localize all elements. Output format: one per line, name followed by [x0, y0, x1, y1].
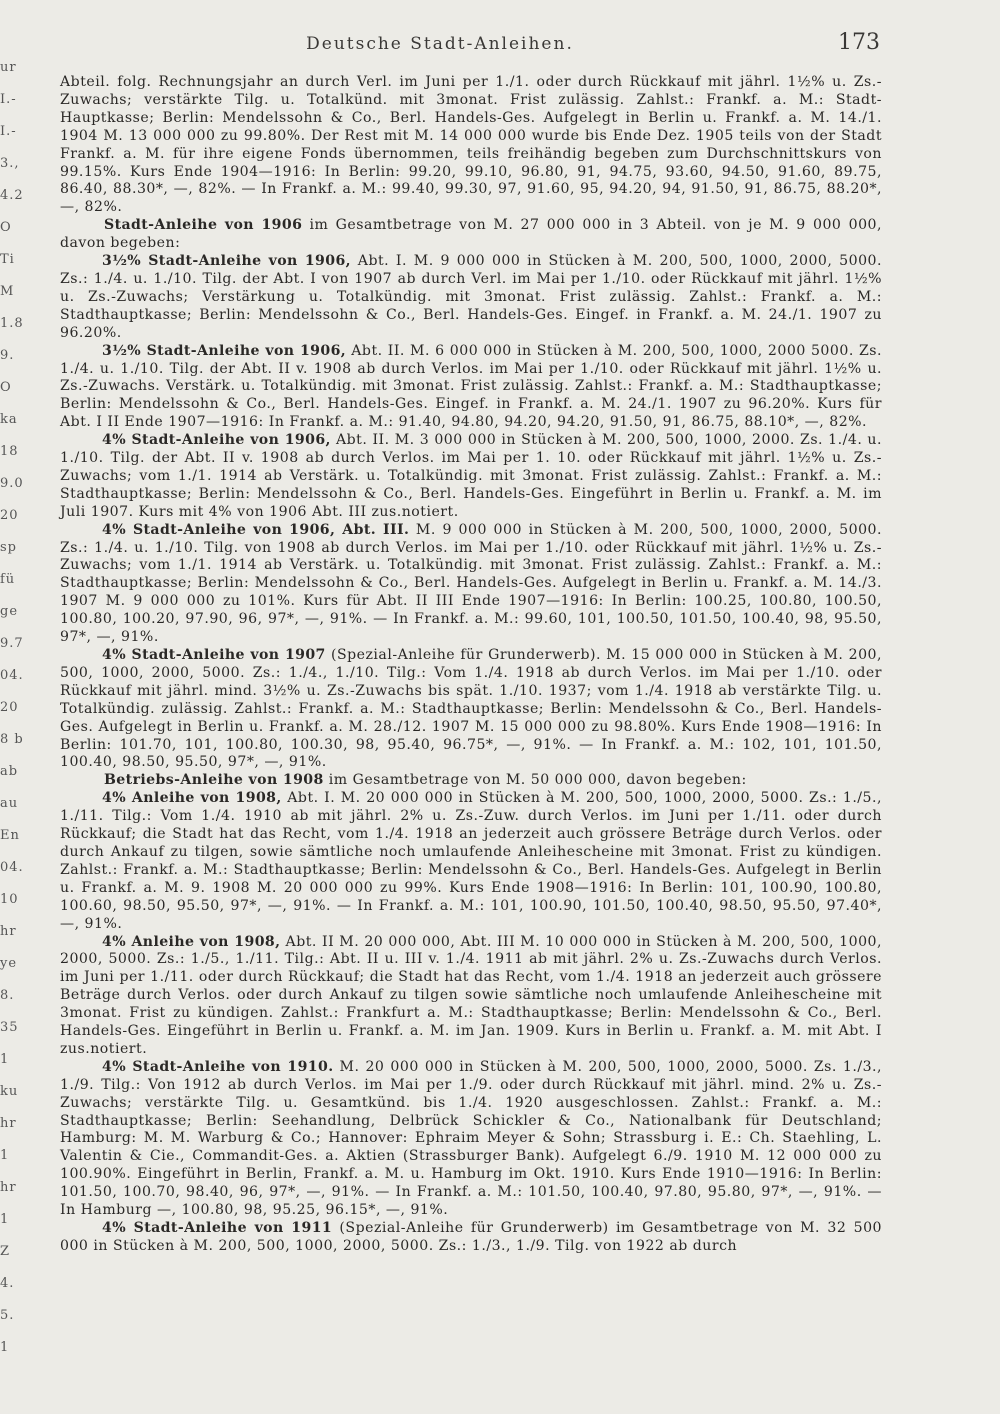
bond-heading: 4% Stadt-Anleihe von 1911 — [102, 1220, 333, 1236]
paragraph — [60, 772, 882, 790]
margin-fragment: 9.7 — [0, 636, 24, 651]
section-heading: Stadt-Anleihe von 1906 — [104, 217, 303, 234]
margin-fragment: 8. — [0, 988, 15, 1003]
margin-fragment: au — [0, 796, 19, 811]
margin-fragment: M — [0, 284, 15, 299]
paragraph-text: Abt. I. M. 20 000 000 in Stücken à M. 200, 500, 1000, 2000, 5000. Zs.: 1./5., 1./11. Tilg.: Vom 1./4. 1910 ab mit jährl. 2% u. Zs.-Zuw. durch Verlos. im Juni per 1./11. oder durch Rückkauf; die Stadt hat das Recht, vom 1./4. 1918 an jederzeit auch grössere Beträge durch Verlos. oder durch Ankauf zu tilgen, sowie sämtliche noch umlaufende Anleihescheine mit 3monat. Frist zu kündigen. Zahlst.: Frankf. a. M.: Stadthauptkasse; Berlin: Mendelssohn & Co., Berl. Handels-Ges. Aufgelegt in Berlin u. Frankf. a. M. 9. 1908 M. 20 000 000 zu 99%. Kurs Ende 1908—1916: In Berlin: 101, 100.90, 100.80, 100.60, 98.50, 95.50, 97*, —, 91%. — In Frankf. a. M.: 101, 100.90, 101.50, 100.40, 98.50, 95.50, 97.40*, —, 91%. — [60, 790, 882, 932]
paragraph-text: (Spezial-Anleihe für Grunderwerb) im Gesamtbetrage von M. 32 500 000 in Stücken à M. 200, 500, 1000, 2000, 5000. Zs.: 1./3., 1./9. Tilg. von 1922 ab durch — [60, 1220, 882, 1254]
margin-fragment: ka — [0, 412, 18, 427]
margin-fragment: 4.2 — [0, 188, 24, 203]
bond-heading: 4% Anleihe von 1908, — [102, 933, 281, 950]
paragraph-text: im Gesamtbetrage von M. 27 000 000 in 3 Abteil. von je M. 9 000 000, davon begeben: — [60, 217, 882, 252]
paragraph — [60, 522, 882, 647]
bond-heading: 4% Stadt-Anleihe von 1910. — [102, 1058, 334, 1075]
margin-fragment: 1 — [0, 1212, 10, 1227]
margin-fragment: sp — [0, 540, 17, 555]
margin-fragment: fü — [0, 572, 16, 587]
bond-heading: 3½% Stadt-Anleihe von 1906, — [102, 342, 347, 359]
margin-fragment: En — [0, 828, 20, 843]
section-heading: Betriebs-Anleihe von 1908 — [104, 772, 324, 789]
margin-fragment: hr — [0, 1180, 17, 1195]
paragraph-text: Abt. II M. 20 000 000, Abt. III M. 10 000 000 in Stücken à M. 200, 500, 1000, 2000, 5000. Zs.: 1./5., 1./11. Tilg.: Abt. II u. III v. 1./4. 1911 ab mit jährl. 2% u. Zs.-Zuwachs durch Verlos. im Juni per 1./11. oder durch Rückkauf; die Stadt hat das Recht, vom 1./4. 1918 an jederzeit auch grössere Beträge durch Verlos. oder durch Ankauf zu tilgen sowie sämtliche noch umlaufende Anleihescheine mit 3monat. Frist zu kündigen. Zahlst.: Frankfurt a. M.: Stadthauptkasse; Berlin: Mendelssohn & Co., Berl. Handels-Ges. Eingeführt in Berlin u. Frankf. a. M. im Jan. 1909. Kurs in Berlin u. Frankf. a. M. mit Abt. I zus.notiert. — [60, 933, 882, 1057]
paragraph — [60, 1220, 882, 1256]
paragraph — [60, 934, 882, 1059]
bond-heading: 4% Stadt-Anleihe von 1906, Abt. III. — [102, 521, 410, 538]
margin-fragment: O — [0, 220, 12, 235]
margin-fragment: 04. — [0, 860, 24, 875]
paragraph — [60, 253, 882, 343]
margin-fragment: 18 — [0, 444, 19, 459]
margin-fragment: I.- — [0, 92, 17, 107]
margin-fragment: Z — [0, 1244, 11, 1259]
margin-fragment: 9. — [0, 348, 15, 363]
left-margin-fragments — [0, 60, 48, 1400]
margin-fragment: 8 b — [0, 732, 24, 747]
paragraph-text: Abt. II. M. 6 000 000 in Stücken à M. 200, 500, 1000, 2000 5000. Zs. 1./4. u. 1./10. Tilg. der Abt. II v. 1908 ab durch Verlos. im Mai per 1./10. oder Rückkauf mit jährl. 1½% u. Zs.-Zuwachs. Verstärk. u. Totalkündig. mit 3monat. Frist zulässig. Zahlst.: Frankf. a. M.: Stadthauptkasse; Berlin: Mendelssohn & Co., Berl. Handels-Ges. Eingef. in Frankf. a. M. 24./1. 1907 zu 96.20%. Kurs für Abt. I II Ende 1907—1916: In Frankf. a. M.: 91.40, 94.80, 94.20, 94.20, 91.50, 91, 86.75, 88.10*, —, 82%. — [60, 342, 882, 431]
paragraph-text: M. 9 000 000 in Stücken à M. 200, 500, 1000, 2000, 5000. Zs.: 1./4. u. 1./10. Tilg. von 1908 ab durch Verlos. im Mai per 1./10. oder Rückkauf mit jährl. 1½% u. Zs.-Zuwachs; vom 1./1. 1914 ab Verstärk. u. Totalkündig. mit 3monat. Frist zulässig. Zahlst.: Frankf. a. M.: Stadthauptkasse; Berlin: Mendelssohn & Co., Berl. Handels-Ges. Aufgelegt in Berlin u. Frankf. a. M. 14./3. 1907 M. 9 000 000 zu 101%. Kurs für Abt. II III Ende 1907—1916: In Berlin: 100.25, 100.80, 100.50, 100.80, 100.20, 97.90, 96, 97*, —, 91%. — In Frankf. a. M.: 99.60, 101, 100.50, 101.50, 100.40, 98, 95.50, 97*, —, 91%. — [60, 521, 882, 646]
bond-heading: 4% Stadt-Anleihe von 1906, — [102, 432, 331, 449]
margin-fragment: 5. — [0, 1308, 15, 1323]
margin-fragment: 35 — [0, 1020, 19, 1035]
margin-fragment: O — [0, 380, 12, 395]
margin-fragment: ge — [0, 604, 19, 619]
margin-fragment: ku — [0, 1084, 19, 1099]
margin-fragment: 1 — [0, 1148, 10, 1163]
margin-fragment: 4. — [0, 1276, 15, 1291]
margin-fragment: 1 — [0, 1340, 10, 1355]
paragraph — [60, 217, 882, 253]
paragraph — [60, 647, 882, 772]
paragraph-text: M. 20 000 000 in Stücken à M. 200, 500, 1000, 2000, 5000. Zs. 1./3., 1./9. Tilg.: Von 1912 ab durch Verlos. im Mai per 1./9. oder durch Rückkauf mit jährl. mind. 2% u. Zs.-Zuwachs; verstärkte Tilg. u. Gesamtkünd. bis 1./4. 1920 ausgeschlossen. Zahlst.: Frankf. a. M.: Stadthauptkasse; Berlin: Seehandlung, Delbrück Schickler & Co., Nationalbank für Deutschland; Hamburg: M. M. Warburg & Co.; Hannover: Ephraim Meyer & Sohn; Strassburg i. E.: Ch. Staehling, L. Valentin & Cie., Commandit-Ges. a. Aktien (Strassburger Bank). Aufgelegt 6./9. 1910 M. 12 000 000 zu 100.90%. Eingeführt in Berlin, Frankf. a. M. u. Hamburg im Okt. 1910. Kurs Ende 1910—1916: In Berlin: 101.50, 100.70, 98.40, 96, 97*, —, 91%. — In Frankf. a. M.: 101.50, 100.40, 97.80, 95.80, 97*, —, 91%. — In Hamburg —, 100.80, 98, 95.25, 96.15*, —, 91%. — [60, 1058, 882, 1219]
body-text — [60, 74, 882, 1256]
paragraph — [60, 343, 882, 433]
margin-fragment: ye — [0, 956, 18, 971]
paragraph — [60, 790, 882, 933]
paragraph-text: Abt. I. M. 9 000 000 in Stücken à M. 200, 500, 1000, 2000, 5000. Zs.: 1./4. u. 1./10. Tilg. der Abt. I von 1907 ab durch Verl. im Mai per 1./10. oder Rückkauf mit jährl. 1½% u. Zs.-Zuwachs; Verstärkung u. Totalkündig. mit 3monat. Frist zulässig. Zahlst.: Frankf. a. M.: Stadthauptkasse; Berlin: Mendelssohn & Co., Berl. Handels-Ges. Eingef. in Frankf. a. M. 24./1. 1907 zu 96.20%. — [60, 253, 883, 341]
margin-fragment: hr — [0, 924, 17, 939]
paragraph-text: Abt. II. M. 3 000 000 in Stücken à M. 200, 500, 1000, 2000. Zs. 1./4. u. 1./10. Tilg. der Abt. II v. 1908 ab durch Verlos. im Mai per 1. 10. oder Rückkauf mit jährl. 1½% u. Zs.-Zuwachs; vom 1./1. 1914 ab Verstärk. u. Totalkündig. mit 3monat. Frist zulässig. Zahlst.: Frankf. a. M.: Stadthauptkasse; Berlin: Mendelssohn & Co., Berl. Handels-Ges. Eingeführt in Berlin u. Frankf. a. M. im Juli 1907. Kurs mit 4% von 1906 Abt. III zus.notiert. — [60, 432, 882, 520]
margin-fragment: 9.0 — [0, 476, 24, 491]
paragraph-text: (Spezial-Anleihe für Grunderwerb). M. 15 000 000 in Stücken à M. 200, 500, 1000, 2000, 5000. Zs.: 1./4., 1./10. Tilg.: Vom 1./4. 1918 ab durch Verlos. im Mai per 1./10. oder Rückkauf mit jährl. mind. 3½% u. Zs.-Zuwachs bis spät. 1./10. 1937; vom 1./4. 1918 ab verstärkte Tilg. u. Totalkündig. zulässig. Zahlst.: Frankf. a. M.: Stadthauptkasse; Berlin: Mendelssohn & Co., Berl. Handels-Ges. Aufgelegt in Berlin u. Frankf. a. M. 28./12. 1907 M. 15 000 000 zu 98.80%. Kurs Ende 1908—1916: In Berlin: 101.70, 101, 100.80, 100.30, 98, 95.40, 96.75*, —, 91%. — In Frankf. a. M.: 102, 101, 101.50, 100.40, 98.50, 95.50, 97*, —, 91%. — [60, 647, 882, 771]
margin-fragment: I.- — [0, 124, 17, 139]
bond-heading: 4% Anleihe von 1908, — [102, 790, 282, 807]
paragraph-text: Abteil. folg. Rechnungsjahr an durch Verl. im Juni per 1./1. oder durch Rückkauf mit jährl. 1½% u. Zs.-Zuwachs; verstärkte Tilg. u. Totalkünd. mit 3monat. Frist zulässig. Zahlst.: Frankf. a. M.: Stadt-Hauptkasse; Berlin: Mendelssohn & Co., Berl. Handels-Ges. Aufgelegt in Berlin u. Frankf. a. M. 14./1. 1904 M. 13 000 000 zu 99.80%. Der Rest mit M. 14 000 000 wurde bis Ende Dez. 1905 teils von der Stadt Frankf. a. M. für ihre eigene Fonds übernommen, teils freihändig begeben zum Durchschnittskurs von 99.15%. Kurs Ende 1904—1916: In Berlin: 99.20, 99.10, 96.80, 91, 94.75, 93.60, 94.50, 91.60, 89.75, 86.40, 88.30*, —, 82%. — In Frankf. a. M.: 99.40, 99.30, 97, 91.60, 95, 94.20, 94, 91.50, 91, 86.75, 88.20*, —, 82%. — [60, 74, 882, 216]
margin-fragment: ur — [0, 60, 17, 75]
bond-heading: 4% Stadt-Anleihe von 1907 — [102, 647, 326, 663]
margin-fragment: Ti — [0, 252, 15, 267]
margin-fragment: 20 — [0, 700, 19, 715]
margin-fragment: ab — [0, 764, 19, 779]
paragraph — [60, 74, 882, 217]
margin-fragment: 10 — [0, 892, 19, 907]
margin-fragment: 20 — [0, 508, 19, 523]
bond-heading: 3½% Stadt-Anleihe von 1906, — [102, 253, 351, 270]
page-number: 173 — [838, 30, 880, 55]
paragraph — [60, 1059, 882, 1220]
paragraph — [60, 432, 882, 522]
margin-fragment: 1 — [0, 1052, 10, 1067]
paragraph-text: im Gesamtbetrage von M. 50 000 000, davon begeben: — [323, 772, 747, 789]
running-title: Deutsche Stadt-Anleihen. — [306, 34, 574, 54]
margin-fragment: hr — [0, 1116, 17, 1131]
page-header — [60, 30, 880, 64]
margin-fragment: 3., — [0, 156, 20, 171]
margin-fragment: 1.8 — [0, 316, 24, 331]
margin-fragment: 04. — [0, 668, 24, 683]
